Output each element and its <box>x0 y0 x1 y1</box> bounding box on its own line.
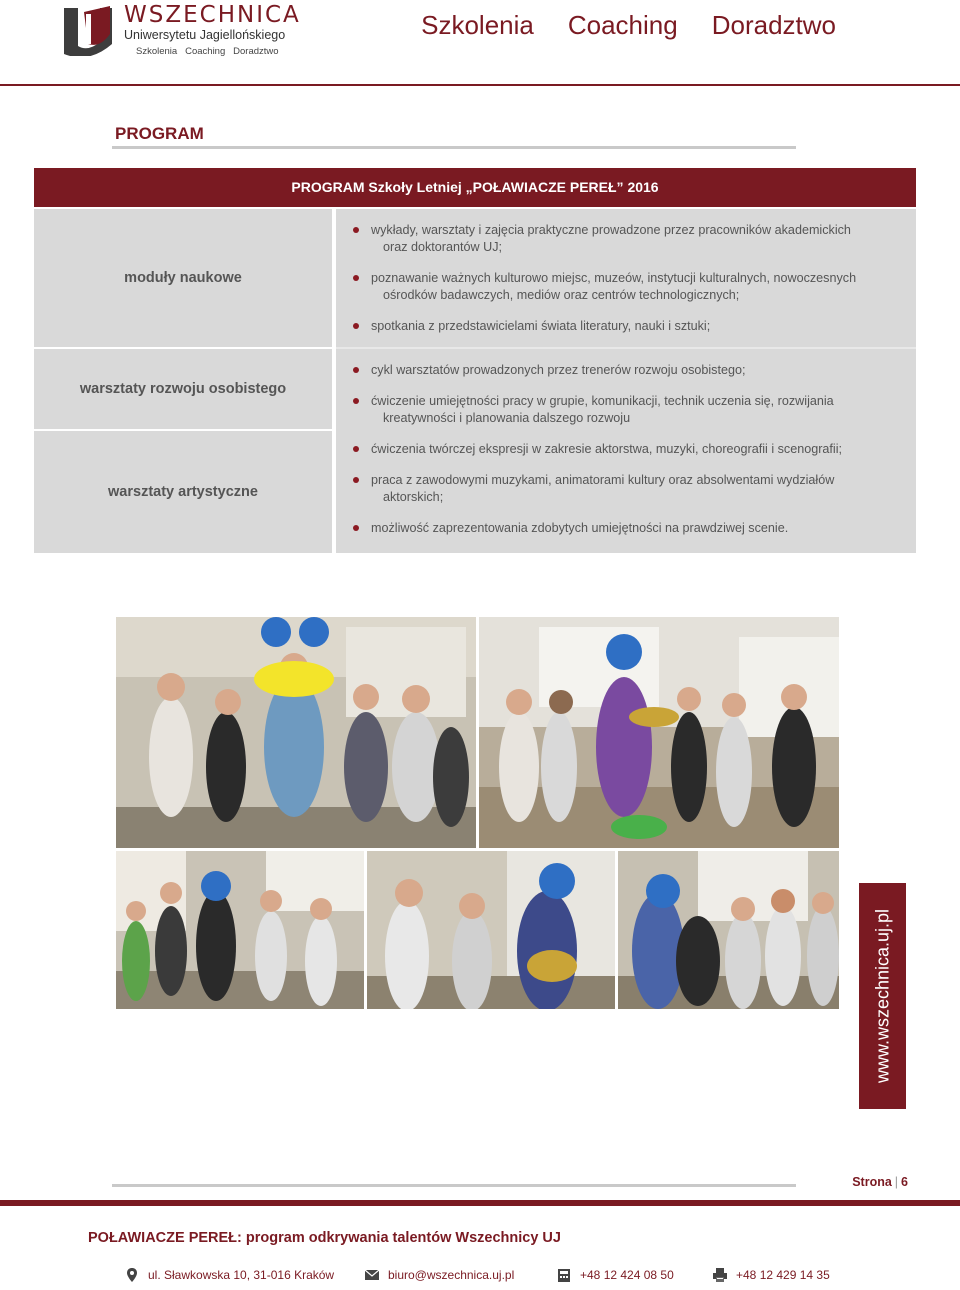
photo-workshop-1 <box>116 617 476 848</box>
nav-coaching[interactable]: Coaching <box>567 10 678 40</box>
label-warsztaty-rozwoju: warsztaty rozwoju osobistego <box>34 349 332 429</box>
uj-logo-mark <box>64 4 114 56</box>
list-item: cykl warsztatów prowadzonych przez trenerów rozwoju osobistego; <box>352 362 892 379</box>
section-title: PROGRAM <box>115 124 204 143</box>
photo-workshop-5 <box>618 851 839 1009</box>
contact-fax: +48 12 429 14 35 <box>712 1267 830 1283</box>
logo-tagline: Szkolenia Coaching Doradztwo <box>136 46 279 57</box>
photo-workshop-3 <box>116 851 364 1009</box>
logo[interactable] <box>64 2 301 60</box>
page-rule <box>112 1184 796 1187</box>
list-item: praca z zawodowymi muzykami, animatorami kultury oraz absolwentami wydziałów aktorskich; <box>352 472 892 506</box>
list-item: wykłady, warsztaty i zajęcia praktyczne prowadzone przez pracowników akademickich oraz doktorantów UJ; <box>352 222 892 256</box>
logo-subtitle: Uniwersytetu Jagiellońskiego <box>124 28 286 42</box>
top-nav <box>421 10 836 41</box>
fax-printer-icon <box>712 1267 728 1283</box>
page-number: Strona | 6 <box>852 1175 908 1189</box>
label-warsztaty-artystyczne: warsztaty artystyczne <box>34 431 332 553</box>
program-table <box>34 168 916 553</box>
logo-title: WSZECHNICA <box>124 2 301 28</box>
map-pin-icon <box>124 1267 140 1283</box>
website-url: www.wszechnica.uj.pl <box>872 908 892 1084</box>
list-item: ćwiczenia twórczej ekspresji w zakresie aktorstwa, muzyki, choreografii i scenografii; <box>352 441 892 458</box>
contact-phone[interactable]: +48 12 424 08 50 <box>556 1267 674 1283</box>
list-moduly-naukowe <box>352 222 892 349</box>
mail-icon <box>364 1267 380 1283</box>
header-divider <box>0 84 960 86</box>
list-item: ćwiczenie umiejętności pracy w grupie, komunikacji, technik uczenia się, rozwijania kreatywności i planowania dalszego rozwoju <box>352 393 892 427</box>
photo-workshop-4 <box>367 851 615 1009</box>
website-tab[interactable] <box>859 883 906 1109</box>
contact-email[interactable]: biuro@wszechnica.uj.pl <box>364 1267 514 1283</box>
footer-title: POŁAWIACZE PEREŁ: program odkrywania talentów Wszechnicy UJ <box>88 1230 561 1246</box>
section-rule <box>112 146 796 149</box>
photo-workshop-2 <box>479 617 839 848</box>
nav-doradztwo[interactable]: Doradztwo <box>711 10 836 40</box>
list-warsztaty <box>352 362 892 551</box>
list-item: poznawanie ważnych kulturowo miejsc, muzeów, instytucji kulturalnych, nowoczesnych ośrodków badawczych, mediów oraz centrów technologicznych; <box>352 270 892 304</box>
contact-bar <box>0 1267 960 1287</box>
label-moduly-naukowe: moduły naukowe <box>34 209 332 347</box>
nav-szkolenia[interactable]: Szkolenia <box>421 10 534 40</box>
list-item: spotkania z przedstawicielami świata literatury, nauki i sztuki; <box>352 318 892 335</box>
table-header: PROGRAM Szkoły Letniej „POŁAWIACZE PEREŁ” 2016 <box>34 168 916 207</box>
contact-address: ul. Sławkowska 10, 31-016 Kraków <box>124 1267 334 1283</box>
phone-icon <box>556 1267 572 1283</box>
footer-band <box>0 1200 960 1206</box>
list-item: możliwość zaprezentowania zdobytych umiejętności na prawdziwej scenie. <box>352 520 892 537</box>
